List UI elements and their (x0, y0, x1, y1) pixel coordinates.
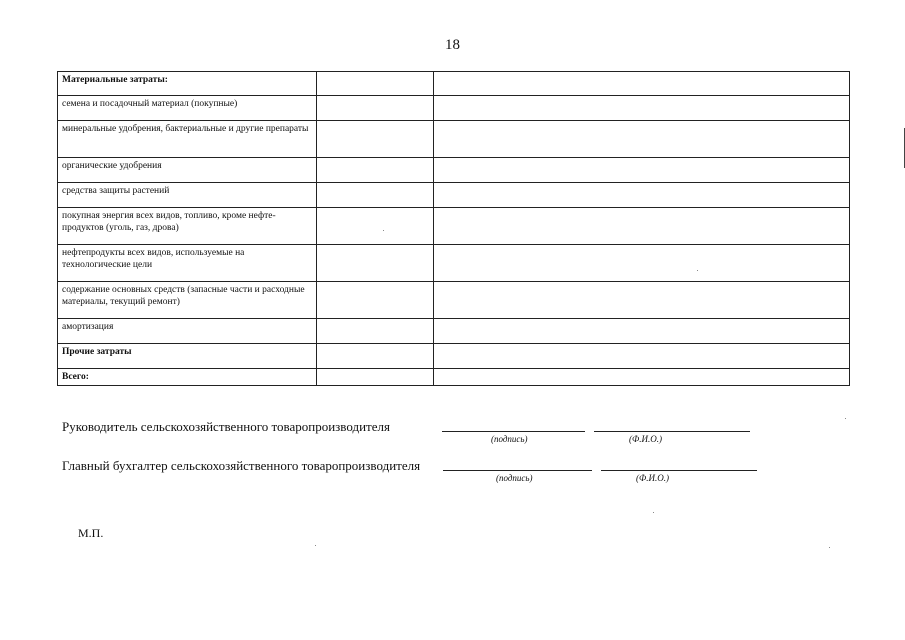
head-name-caption: (Ф.И.О.) (629, 434, 662, 444)
scan-speck (697, 270, 698, 271)
value-cell[interactable] (317, 121, 434, 158)
row-label: Всего: (58, 369, 317, 386)
head-signature-caption: (подпись) (491, 434, 528, 444)
accountant-signature-line[interactable] (443, 470, 592, 471)
accountant-signature-caption: (подпись) (496, 473, 533, 483)
table-row (58, 245, 850, 282)
row-label: средства защиты растений (58, 183, 317, 208)
scan-speck (653, 512, 654, 513)
table-row (58, 282, 850, 319)
row-label: минеральные удобрения, бактериальные и другие препараты (58, 121, 317, 158)
value-cell[interactable] (317, 245, 434, 282)
table-row (58, 369, 850, 386)
value-cell[interactable] (434, 344, 850, 369)
row-label: семена и посадочный материал (покупные) (58, 96, 317, 121)
value-cell[interactable] (317, 96, 434, 121)
value-cell[interactable] (434, 369, 850, 386)
value-cell[interactable] (317, 208, 434, 245)
row-label: Материальные затраты: (58, 72, 317, 96)
value-cell[interactable] (434, 183, 850, 208)
table-row (58, 72, 850, 96)
value-cell[interactable] (434, 96, 850, 121)
accountant-name-caption: (Ф.И.О.) (636, 473, 669, 483)
value-cell[interactable] (434, 245, 850, 282)
value-cell[interactable] (317, 282, 434, 319)
value-cell[interactable] (434, 158, 850, 183)
value-cell[interactable] (434, 72, 850, 96)
value-cell[interactable] (317, 72, 434, 96)
costs-table (57, 71, 850, 386)
value-cell[interactable] (317, 369, 434, 386)
scan-speck (383, 230, 384, 231)
table-row (58, 121, 850, 158)
scan-speck (845, 418, 846, 419)
accountant-name-line[interactable] (601, 470, 757, 471)
table-row (58, 344, 850, 369)
row-label: содержание основных средств (запасные части и расходные материалы, текущий ремонт) (58, 282, 317, 319)
head-name-line[interactable] (594, 431, 750, 432)
value-cell[interactable] (317, 344, 434, 369)
row-label: амортизация (58, 319, 317, 344)
scan-speck (315, 545, 316, 546)
row-label: органические удобрения (58, 158, 317, 183)
value-cell[interactable] (434, 319, 850, 344)
value-cell[interactable] (317, 158, 434, 183)
value-cell[interactable] (434, 121, 850, 158)
row-label: покупная энергия всех видов, топливо, кроме нефте-продуктов (уголь, газ, дрова) (58, 208, 317, 245)
table-row (58, 183, 850, 208)
page-number: 18 (445, 37, 460, 53)
value-cell[interactable] (434, 282, 850, 319)
table-row (58, 319, 850, 344)
head-title: Руководитель сельскохозяйственного товаропроизводителя (62, 419, 390, 434)
table-row (58, 208, 850, 245)
stamp-label: М.П. (78, 526, 104, 540)
row-label: нефтепродукты всех видов, используемые на технологические цели (58, 245, 317, 282)
row-label: Прочие затраты (58, 344, 317, 369)
value-cell[interactable] (317, 183, 434, 208)
table-row (58, 158, 850, 183)
scan-speck (829, 547, 830, 548)
head-signature-line[interactable] (442, 431, 585, 432)
accountant-title: Главный бухгалтер сельскохозяйственного товаропроизводителя (62, 458, 421, 473)
value-cell[interactable] (434, 208, 850, 245)
table-row (58, 96, 850, 121)
value-cell[interactable] (317, 319, 434, 344)
